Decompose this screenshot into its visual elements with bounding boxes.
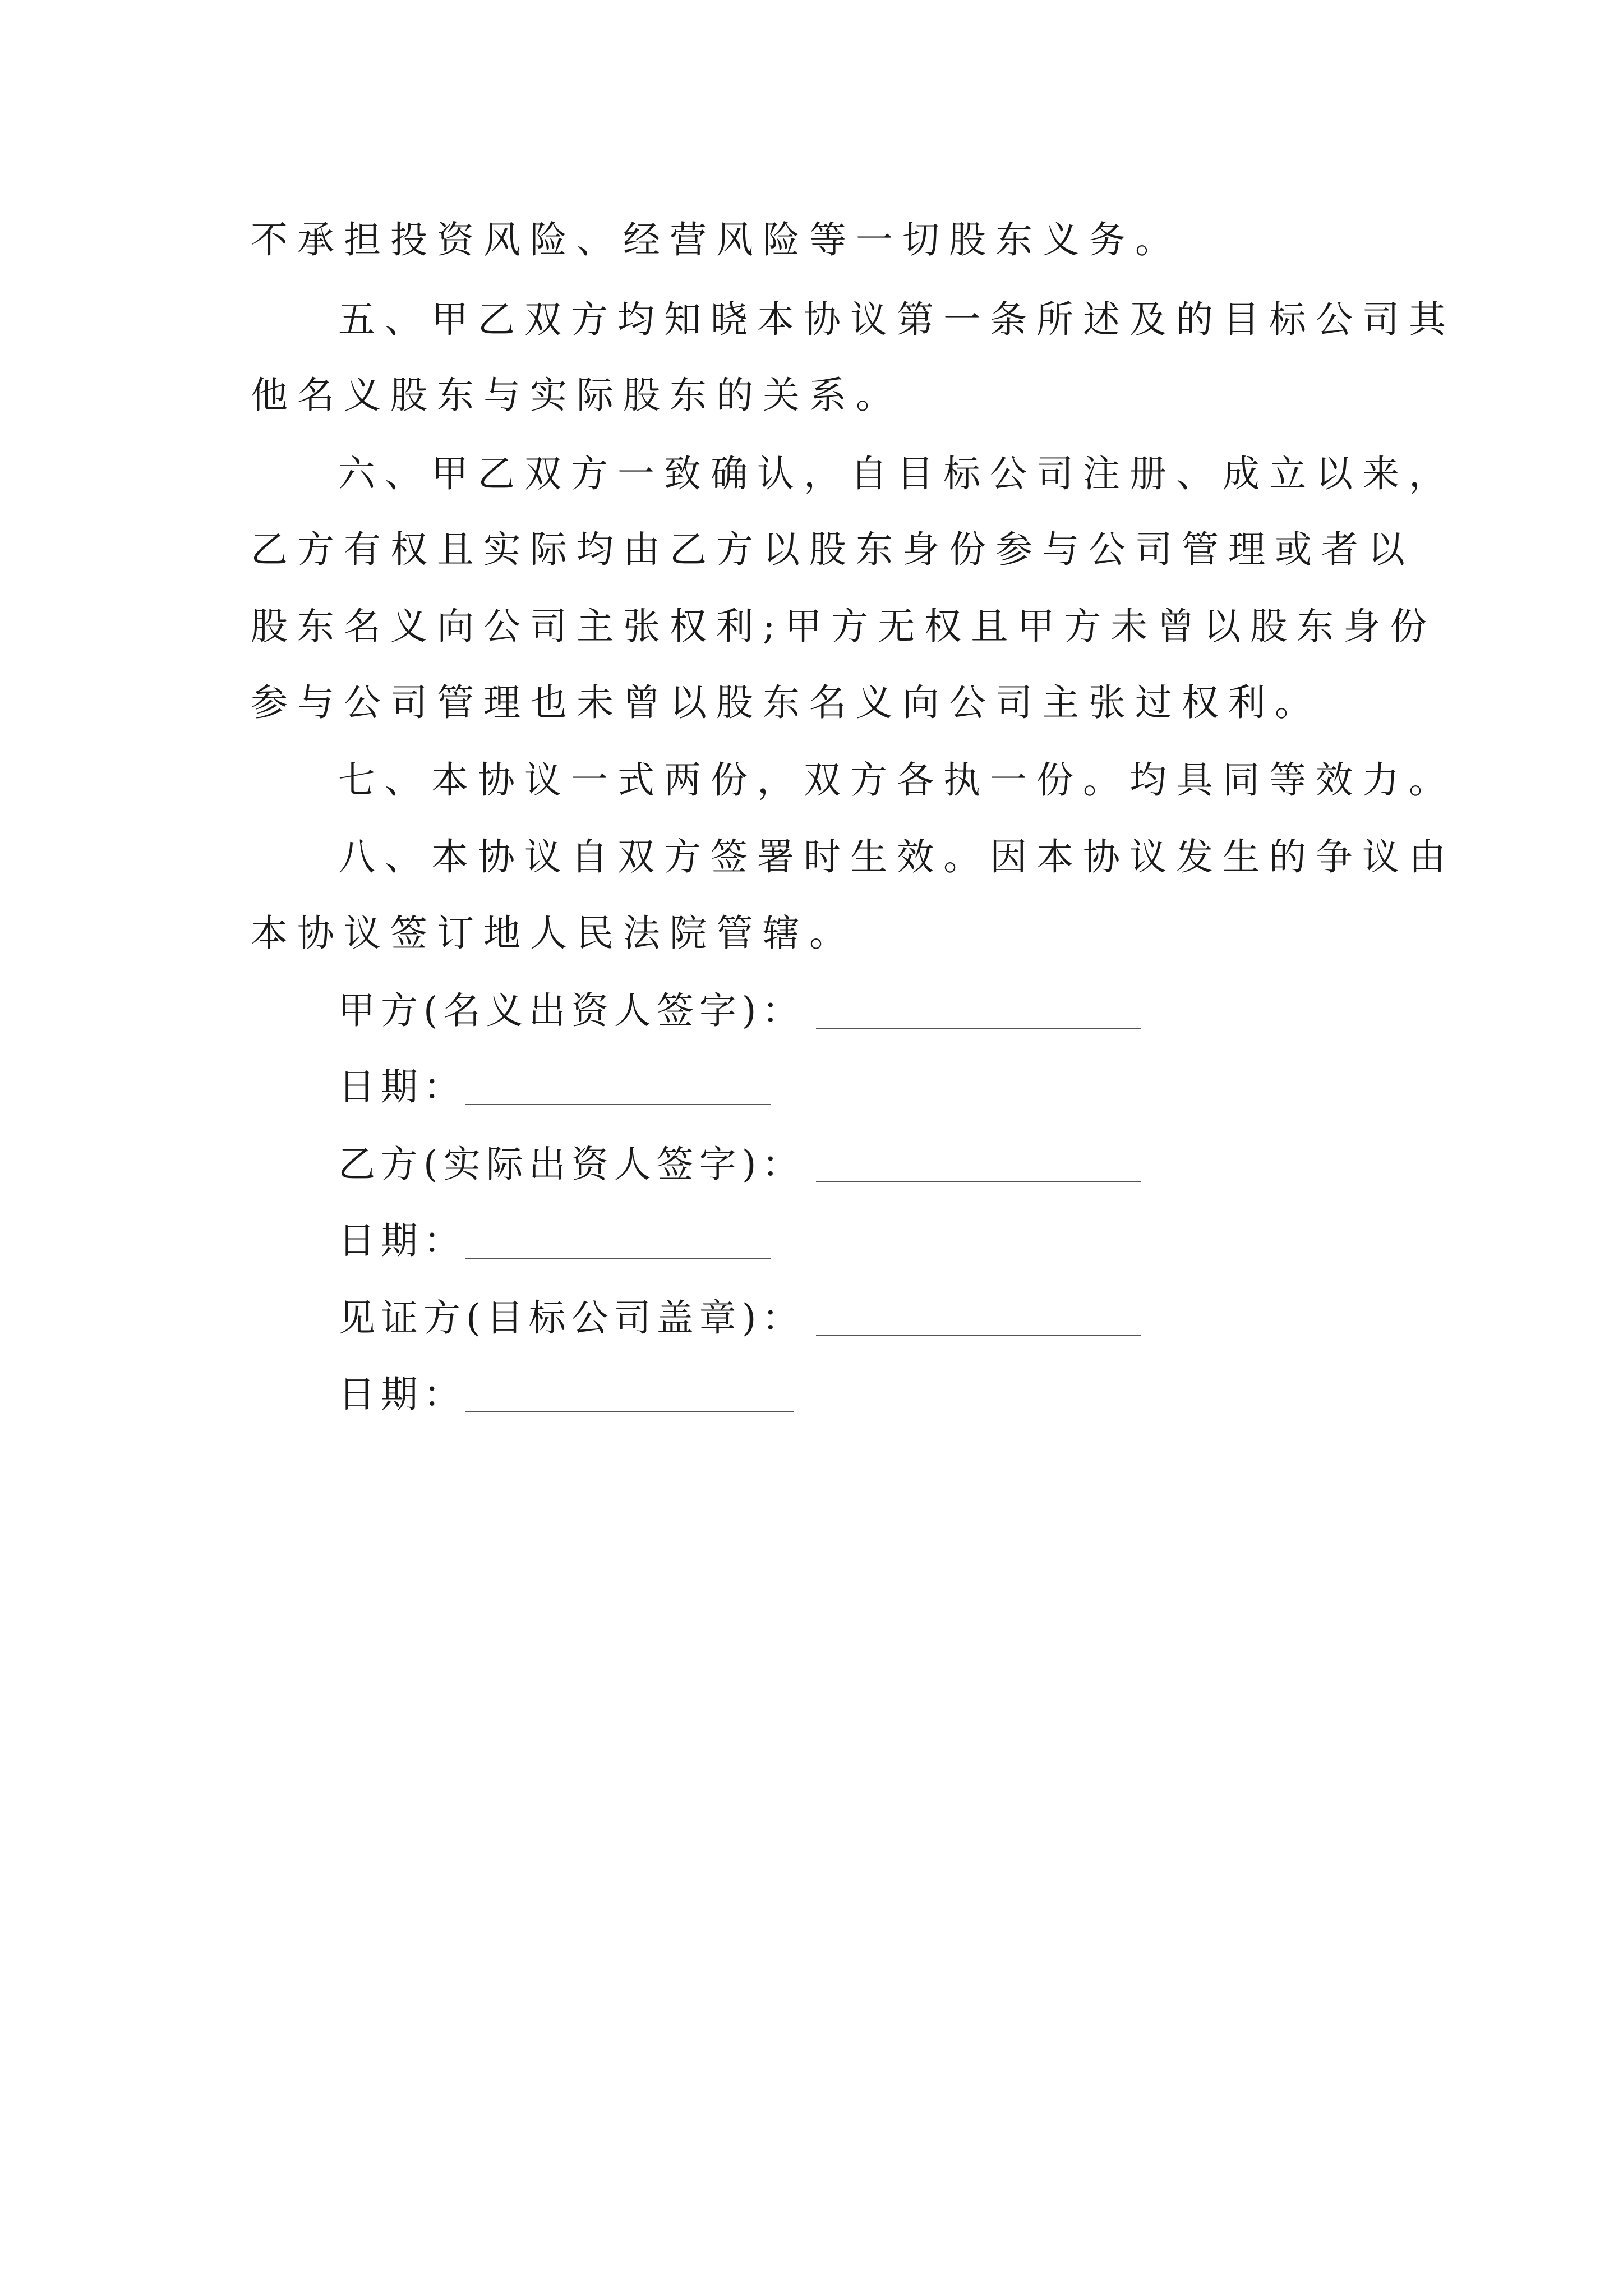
party-b-signature-line[interactable] — [816, 1181, 1141, 1182]
paragraph-5-line-1: 五、甲乙双方均知晓本协议第一条所述及的目标公司其 — [338, 298, 1455, 341]
paragraph-7: 七、本协议一式两份，双方各执一份。均具同等效力。 — [338, 758, 1455, 802]
paragraph-6-line-1: 六、甲乙双方一致确认，自目标公司注册、成立以来， — [338, 452, 1455, 495]
paragraph-6-line-2: 乙方有权且实际均由乙方以股东身份参与公司管理或者以 — [251, 528, 1414, 571]
paragraph-5-line-2: 他名义股东与实际股东的关系。 — [251, 374, 902, 417]
party-b-date-label: 日期： — [338, 1219, 466, 1262]
party-a-date-line[interactable] — [465, 1104, 771, 1105]
party-a-signature-line[interactable] — [816, 1028, 1141, 1029]
party-a-signature-label: 甲方(名义出资人签字)： — [338, 989, 805, 1032]
party-a-date-label: 日期： — [338, 1065, 466, 1108]
paragraph-4-continuation: 不承担投资风险、经营风险等一切股东义务。 — [251, 218, 1182, 261]
paragraph-8-line-2: 本协议签订地人民法院管辖。 — [251, 912, 856, 955]
paragraph-8-line-1: 八、本协议自双方签署时生效。因本协议发生的争议由 — [338, 835, 1455, 878]
party-b-signature-label: 乙方(实际出资人签字)： — [338, 1143, 805, 1186]
paragraph-6-line-3: 股东名义向公司主张权利;甲方无权且甲方未曾以股东身份 — [251, 605, 1437, 648]
paragraph-6-line-4: 参与公司管理也未曾以股东名义向公司主张过权利。 — [251, 681, 1321, 724]
witness-date-label: 日期： — [338, 1373, 466, 1416]
witness-date-line[interactable] — [465, 1411, 794, 1412]
witness-seal-label: 见证方(目标公司盖章)： — [338, 1296, 805, 1340]
party-b-date-line[interactable] — [465, 1258, 771, 1259]
witness-seal-line[interactable] — [816, 1335, 1141, 1336]
